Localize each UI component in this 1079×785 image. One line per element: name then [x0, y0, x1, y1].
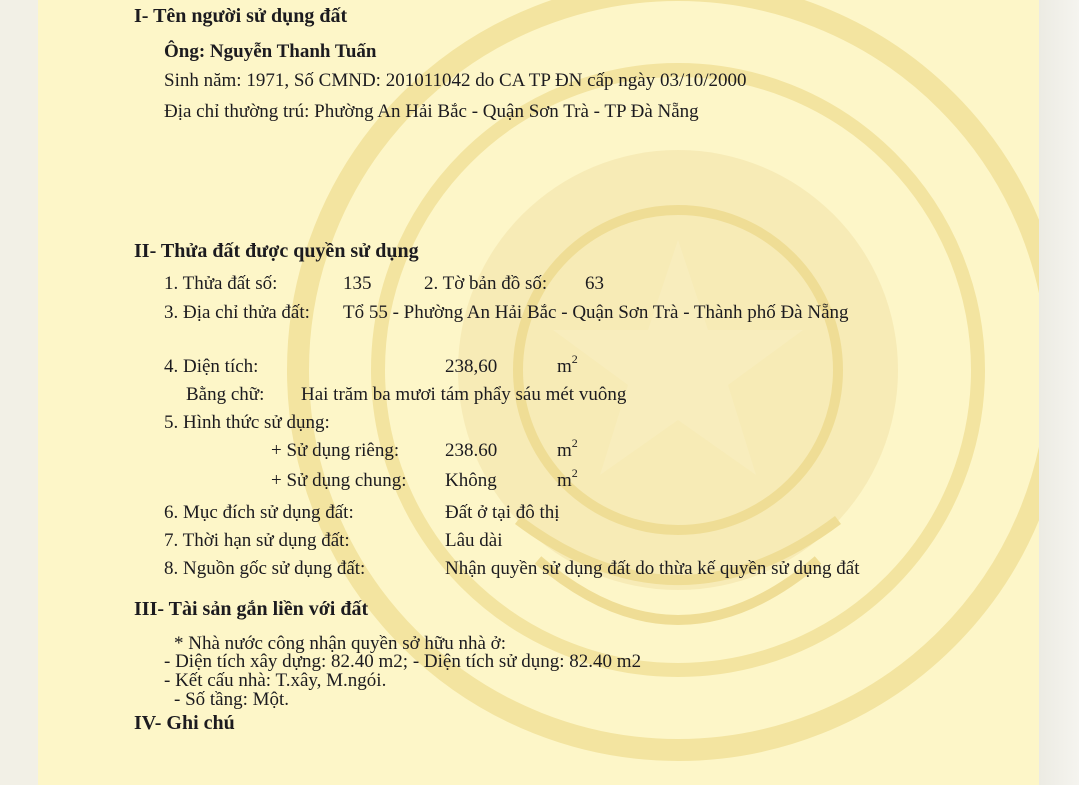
asset-line-3: - Kết cấu nhà: T.xây, M.ngói.	[164, 670, 387, 691]
section4-heading: IV- Ghi chú	[134, 712, 235, 734]
owner-name: Ông: Nguyễn Thanh Tuấn	[164, 41, 377, 62]
area-in-words-value: Hai trăm ba mươi tám phẩy sáu mét vuông	[301, 384, 627, 405]
paper-edge	[1039, 0, 1079, 785]
term-label: 7. Thời hạn sử dụng đất:	[164, 530, 350, 551]
map-sheet-value: 63	[585, 273, 604, 294]
certificate-paper	[38, 0, 1039, 785]
section3-heading: III- Tài sản gắn liền với đất	[134, 598, 369, 620]
shared-use-value: Không	[445, 470, 497, 491]
origin-label: 8. Nguồn gốc sử dụng đất:	[164, 558, 366, 579]
purpose-label: 6. Mục đích sử dụng đất:	[164, 502, 354, 523]
owner-address: Địa chỉ thường trú: Phường An Hải Bắc - Quận Sơn Trà - TP Đà Nẵng	[164, 101, 699, 122]
private-use-value: 238.60	[445, 440, 498, 461]
shared-use-label: + Sử dụng chung:	[271, 470, 407, 491]
parcel-address-label: 3. Địa chỉ thửa đất:	[164, 302, 310, 323]
area-value: 238,60	[445, 356, 498, 377]
purpose-value: Đất ở tại đô thị	[445, 502, 560, 523]
private-use-label: + Sử dụng riêng:	[271, 440, 400, 461]
asset-line-4: - Số tầng: Một.	[174, 689, 290, 710]
asset-line-2: - Diện tích xây dựng: 82.40 m2; - Diện tích sử dụng: 82.40 m2	[164, 651, 642, 672]
section1-heading: I- Tên người sử dụng đất	[134, 5, 348, 27]
asset-line-1: * Nhà nước công nhận quyền sở hữu nhà ở:	[174, 633, 506, 654]
parcel-number-value: 135	[343, 273, 372, 294]
map-sheet-label: 2. Tờ bản đồ số:	[424, 273, 548, 294]
area-label: 4. Diện tích:	[164, 356, 259, 377]
area-unit: $m^2$	[557, 351, 578, 377]
origin-value: Nhận quyền sử dụng đất do thừa kế quyền sử dụng đất	[445, 558, 860, 579]
shared-use-unit: $m^2$	[557, 465, 578, 491]
private-use-unit: $m^2$	[557, 435, 578, 461]
parcel-number-label: 1. Thửa đất số:	[164, 273, 278, 294]
term-value: Lâu dài	[445, 530, 503, 551]
owner-birth-id: Sinh năm: 1971, Số CMND: 201011042 do CA TP ĐN cấp ngày 03/10/2000	[164, 70, 747, 91]
usage-form-label: 5. Hình thức sử dụng:	[164, 412, 330, 433]
section2-heading: II- Thửa đất được quyền sử dụng	[134, 240, 419, 262]
area-in-words-label: Bằng chữ:	[186, 384, 265, 405]
parcel-address-value: Tổ 55 - Phường An Hải Bắc - Quận Sơn Trà - Thành phố Đà Nẵng	[343, 302, 849, 323]
